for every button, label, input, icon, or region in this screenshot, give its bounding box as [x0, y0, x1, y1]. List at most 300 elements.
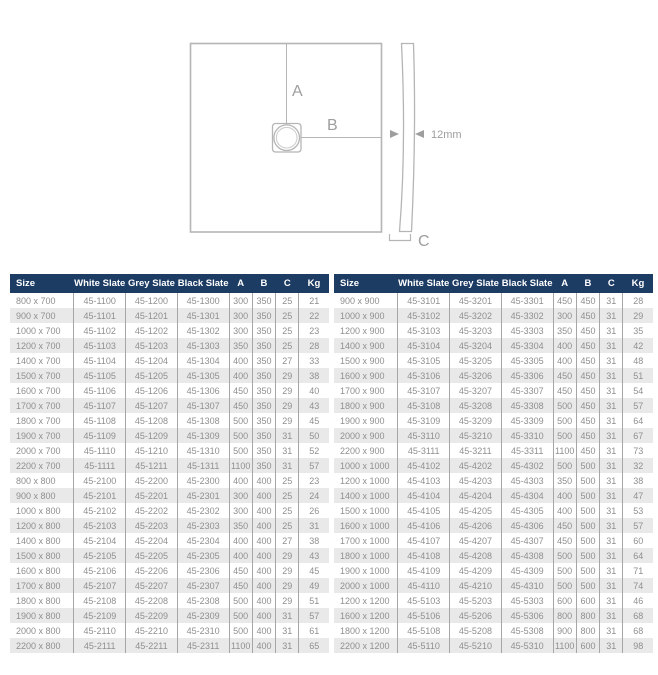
table-cell: 45-3104 [398, 338, 450, 353]
column-header: Grey Slate [450, 274, 502, 293]
table-row [10, 308, 329, 323]
table-cell: 45-1302 [177, 323, 229, 338]
table-cell: 400 [252, 638, 275, 653]
table-cell: 450 [576, 293, 599, 308]
table-cell: 31 [600, 518, 623, 533]
table-cell: 31 [600, 293, 623, 308]
table-cell: 68 [623, 623, 653, 638]
table-cell: 74 [623, 578, 653, 593]
table-cell: 31 [600, 593, 623, 608]
table-cell: 1900 x 700 [10, 428, 74, 443]
table-cell: 45-1204 [126, 353, 178, 368]
table-row [334, 623, 653, 638]
table-cell: 45-5110 [398, 638, 450, 653]
table-cell: 500 [229, 428, 252, 443]
table-cell: 45-4207 [450, 533, 502, 548]
table-cell: 450 [553, 368, 576, 383]
table-row [334, 293, 653, 308]
table-cell: 2200 x 1200 [334, 638, 398, 653]
table-cell: 45-2108 [74, 593, 126, 608]
table-cell: 300 [553, 308, 576, 323]
table-cell: 51 [299, 593, 329, 608]
table-cell: 57 [299, 458, 329, 473]
table-row [334, 443, 653, 458]
column-header: Black Slate [501, 274, 553, 293]
table-cell: 900 x 900 [340, 295, 380, 306]
table-cell: 31 [276, 608, 299, 623]
table-row [334, 548, 653, 563]
table-cell: 47 [623, 488, 653, 503]
table-cell: 45-5310 [501, 638, 553, 653]
table-cell: 2200 x 900 [340, 445, 385, 456]
table-cell: 400 [229, 353, 252, 368]
table-cell: 32 [623, 458, 653, 473]
table-cell: 500 [576, 563, 599, 578]
table-cell: 45-1311 [177, 458, 229, 473]
table-cell: 45-5108 [398, 623, 450, 638]
table-cell: 24 [299, 488, 329, 503]
table-cell: 31 [600, 563, 623, 578]
table-cell: 400 [229, 368, 252, 383]
table-cell: 45-2308 [177, 593, 229, 608]
table-cell: 45-4302 [501, 458, 553, 473]
table-cell: 1800 x 900 [334, 398, 398, 413]
table-cell: 1500 x 800 [10, 548, 74, 563]
table-cell: 27 [276, 353, 299, 368]
table-cell: 45-4306 [501, 518, 553, 533]
dim-label-b: B [327, 117, 338, 134]
table-cell: 450 [576, 368, 599, 383]
table-cell: 45-1101 [74, 308, 126, 323]
table-cell: 31 [600, 533, 623, 548]
column-header: A [229, 274, 252, 293]
table-cell: 600 [576, 638, 599, 653]
table-cell: 45-1110 [74, 443, 126, 458]
table-cell: 45-4107 [398, 533, 450, 548]
table-cell: 45-1306 [177, 383, 229, 398]
table-cell: 450 [229, 578, 252, 593]
table-cell: 23 [299, 473, 329, 488]
table-cell: 71 [623, 563, 653, 578]
table-cell: 350 [553, 473, 576, 488]
table-cell: 31 [600, 488, 623, 503]
table-cell: 500 [553, 578, 576, 593]
table-cell: 35 [623, 323, 653, 338]
table-cell: 45-2102 [74, 503, 126, 518]
table-row [334, 353, 653, 368]
table-cell: 2000 x 800 [16, 625, 61, 636]
column-header: B [252, 274, 275, 293]
table-cell: 500 [576, 473, 599, 488]
table-cell: 67 [623, 428, 653, 443]
table-cell: 45-4102 [398, 458, 450, 473]
table-cell: 45-1200 [126, 293, 178, 308]
table-cell: 2000 x 900 [334, 428, 398, 443]
table-cell: 52 [299, 443, 329, 458]
table-cell: 45-5103 [398, 593, 450, 608]
table-cell: 1900 x 900 [340, 415, 385, 426]
table-cell: 45-2307 [177, 578, 229, 593]
table-cell: 400 [252, 608, 275, 623]
table-cell: 1000 x 1000 [334, 458, 398, 473]
table-cell: 45-1108 [74, 413, 126, 428]
table-cell: 31 [276, 623, 299, 638]
table-cell: 350 [252, 458, 275, 473]
table-cell: 400 [553, 503, 576, 518]
table-cell: 45-1206 [126, 383, 178, 398]
table-cell: 500 [576, 503, 599, 518]
table-cell: 64 [623, 413, 653, 428]
table-cell: 400 [553, 353, 576, 368]
table-cell: 45-4203 [450, 473, 502, 488]
table-row [10, 533, 329, 548]
table-cell: 500 [553, 398, 576, 413]
table-cell: 45-1304 [177, 353, 229, 368]
table-cell: 350 [252, 443, 275, 458]
table-cell: 45-1207 [126, 398, 178, 413]
table-cell: 500 [576, 518, 599, 533]
table-cell: 45-2303 [177, 518, 229, 533]
table-row [334, 563, 653, 578]
table-cell: 500 [576, 488, 599, 503]
table-cell: 500 [576, 533, 599, 548]
table-cell: 450 [576, 443, 599, 458]
table-cell: 1700 x 700 [10, 398, 74, 413]
table-cell: 450 [576, 398, 599, 413]
table-cell: 45-2107 [74, 578, 126, 593]
table-row [10, 563, 329, 578]
column-header: Kg [623, 274, 653, 293]
table-row [334, 398, 653, 413]
table-cell: 45-2109 [74, 608, 126, 623]
table-cell: 22 [299, 308, 329, 323]
column-header: Size [334, 274, 398, 293]
table-cell: 400 [252, 473, 275, 488]
table-cell: 45-4109 [398, 563, 450, 578]
table-cell: 2200 x 700 [10, 458, 74, 473]
table-cell: 45-3307 [501, 383, 553, 398]
table-cell: 29 [623, 308, 653, 323]
table-cell: 45-4210 [450, 578, 502, 593]
table-cell: 45-3206 [450, 368, 502, 383]
table-cell: 45-4108 [398, 548, 450, 563]
table-cell: 45-1209 [126, 428, 178, 443]
table-cell: 1400 x 900 [334, 338, 398, 353]
table-cell: 45-3111 [398, 443, 450, 458]
table-cell: 45-2201 [126, 488, 178, 503]
header-row [10, 274, 329, 293]
table-cell: 25 [276, 293, 299, 308]
table-cell: 45-4309 [501, 563, 553, 578]
table-cell: 45-3302 [501, 308, 553, 323]
table-cell: 400 [252, 503, 275, 518]
table-cell: 450 [229, 563, 252, 578]
column-header: Black Slate [177, 274, 229, 293]
table-row [334, 593, 653, 608]
table-cell: 45-5203 [450, 593, 502, 608]
table-cell: 45-3102 [398, 308, 450, 323]
table-cell: 45-2200 [126, 473, 178, 488]
table-cell: 25 [276, 308, 299, 323]
table-cell: 43 [299, 398, 329, 413]
table-cell: 45-4206 [450, 518, 502, 533]
table-cell: 1800 x 700 [16, 415, 61, 426]
table-cell: 900 x 800 [10, 488, 74, 503]
table-cell: 350 [252, 293, 275, 308]
table-row [334, 338, 653, 353]
table-cell: 450 [553, 383, 576, 398]
table-cell: 350 [252, 368, 275, 383]
table-cell: 45-1300 [177, 293, 229, 308]
table-cell: 45-3204 [450, 338, 502, 353]
table-cell: 40 [299, 383, 329, 398]
table-cell: 45-1105 [74, 368, 126, 383]
table-row [10, 488, 329, 503]
table-cell: 350 [229, 338, 252, 353]
tray-dimension-diagram [0, 0, 658, 270]
table-cell: 43 [299, 548, 329, 563]
table-cell: 45-4307 [501, 533, 553, 548]
table-cell: 45-3101 [398, 293, 450, 308]
dim-bracket-c [390, 234, 411, 241]
table-cell: 45-3301 [501, 293, 553, 308]
table-cell: 31 [276, 458, 299, 473]
table-cell: 45 [299, 413, 329, 428]
table-cell: 1600 x 900 [334, 368, 398, 383]
table-cell: 45-3304 [501, 338, 553, 353]
table-cell: 31 [600, 338, 623, 353]
table-cell: 45-1203 [126, 338, 178, 353]
table-cell: 29 [276, 593, 299, 608]
table-cell: 1700 x 1000 [340, 535, 390, 546]
table-cell: 45-1303 [177, 338, 229, 353]
table-cell: 45-3107 [398, 383, 450, 398]
table-cell: 1200 x 800 [10, 518, 74, 533]
thickness-label: 12mm [431, 129, 462, 141]
table-cell: 25 [276, 503, 299, 518]
table-cell: 450 [229, 383, 252, 398]
table-row [10, 593, 329, 608]
table-cell: 1200 x 1200 [340, 595, 390, 606]
table-cell: 900 [553, 623, 576, 638]
table-cell: 800 [576, 623, 599, 638]
table-cell: 1100 [553, 638, 576, 653]
table-cell: 45-3208 [450, 398, 502, 413]
tray-side-profile [400, 44, 415, 232]
column-header: B [576, 274, 599, 293]
table-cell: 400 [229, 473, 252, 488]
table-cell: 500 [229, 608, 252, 623]
table-cell: 45-2310 [177, 623, 229, 638]
table-cell: 45-5206 [450, 608, 502, 623]
table-cell: 800 [553, 608, 576, 623]
column-header: Size [10, 274, 74, 293]
table-cell: 400 [229, 548, 252, 563]
table-cell: 31 [600, 443, 623, 458]
table-cell: 45-3207 [450, 383, 502, 398]
table-cell: 400 [252, 563, 275, 578]
table-cell: 1600 x 800 [16, 565, 61, 576]
table-cell: 31 [600, 353, 623, 368]
table-cell: 500 [229, 593, 252, 608]
table-cell: 45-5308 [501, 623, 553, 638]
table-cell: 350 [229, 518, 252, 533]
table-cell: 800 [576, 608, 599, 623]
table-cell: 400 [252, 518, 275, 533]
table-cell: 1900 x 1000 [340, 565, 390, 576]
table-cell: 45-3303 [501, 323, 553, 338]
table-cell: 600 [576, 593, 599, 608]
table-cell: 45-1210 [126, 443, 178, 458]
table-cell: 27 [276, 533, 299, 548]
thickness-arrow-right-icon [415, 130, 424, 138]
table-cell: 400 [229, 533, 252, 548]
table-cell: 45-2101 [74, 488, 126, 503]
table-cell: 1600 x 700 [16, 385, 61, 396]
table-row [10, 578, 329, 593]
table-row [10, 383, 329, 398]
table-cell: 2000 x 1000 [334, 578, 398, 593]
table-cell: 400 [252, 578, 275, 593]
table-cell: 45-2211 [126, 638, 178, 653]
table-cell: 500 [576, 548, 599, 563]
table-cell: 25 [276, 323, 299, 338]
table-cell: 31 [276, 428, 299, 443]
table-cell: 28 [299, 338, 329, 353]
table-cell: 350 [252, 323, 275, 338]
table-cell: 33 [299, 353, 329, 368]
table-cell: 500 [229, 413, 252, 428]
dim-label-c: C [418, 233, 430, 250]
table-cell: 28 [623, 293, 653, 308]
table-cell: 45-5106 [398, 608, 450, 623]
table-cell: 45-2210 [126, 623, 178, 638]
table-cell: 300 [229, 488, 252, 503]
table-cell: 350 [252, 428, 275, 443]
spec-tables [10, 274, 654, 653]
table-cell: 42 [623, 338, 653, 353]
table-cell: 500 [553, 548, 576, 563]
table-cell: 45-3310 [501, 428, 553, 443]
table-cell: 1200 x 700 [10, 338, 74, 353]
column-header: A [553, 274, 576, 293]
table-cell: 800 x 800 [16, 475, 56, 486]
table-cell: 31 [600, 473, 623, 488]
table-cell: 1100 [553, 443, 576, 458]
table-cell: 500 [553, 413, 576, 428]
table-cell: 500 [229, 443, 252, 458]
table-cell: 29 [276, 368, 299, 383]
table-row [334, 518, 653, 533]
table-cell: 45-2309 [177, 608, 229, 623]
table-cell: 98 [623, 638, 653, 653]
table-row [334, 473, 653, 488]
table-cell: 1400 x 1000 [334, 488, 398, 503]
table-cell: 400 [252, 548, 275, 563]
column-header: White Slate [398, 274, 450, 293]
table-cell: 45-5306 [501, 608, 553, 623]
table-cell: 1700 x 800 [10, 578, 74, 593]
table-cell: 45-2304 [177, 533, 229, 548]
table-cell: 64 [623, 548, 653, 563]
table-cell: 1800 x 1200 [340, 625, 390, 636]
table-cell: 45-4208 [450, 548, 502, 563]
table-cell: 45-1205 [126, 368, 178, 383]
table-cell: 45-3308 [501, 398, 553, 413]
table-cell: 1600 x 1000 [334, 518, 398, 533]
table-cell: 45-3209 [450, 413, 502, 428]
table-cell: 500 [576, 458, 599, 473]
table-cell: 31 [600, 383, 623, 398]
table-cell: 350 [252, 308, 275, 323]
table-cell: 21 [299, 293, 329, 308]
table-cell: 45-2208 [126, 593, 178, 608]
table-row [334, 608, 653, 623]
table-row [10, 503, 329, 518]
table-cell: 1200 x 1000 [340, 475, 390, 486]
table-cell: 45-4204 [450, 488, 502, 503]
table-row [334, 383, 653, 398]
table-cell: 45-1102 [74, 323, 126, 338]
table-cell: 400 [553, 488, 576, 503]
table-cell: 350 [252, 338, 275, 353]
drain-circle-outer [274, 125, 300, 151]
table-cell: 45-2301 [177, 488, 229, 503]
spec-table-700-800 [10, 274, 329, 653]
table-cell: 300 [229, 293, 252, 308]
table-cell: 31 [600, 548, 623, 563]
table-cell: 600 [553, 593, 576, 608]
table-cell: 25 [276, 338, 299, 353]
thickness-arrow-left-icon [390, 130, 399, 138]
table-cell: 31 [299, 518, 329, 533]
table-cell: 1800 x 1000 [334, 548, 398, 563]
table-cell: 400 [252, 533, 275, 548]
table-cell: 45-1307 [177, 398, 229, 413]
table-cell: 450 [553, 518, 576, 533]
table-row [10, 638, 329, 653]
table-cell: 45-3305 [501, 353, 553, 368]
table-cell: 500 [553, 563, 576, 578]
table-cell: 31 [600, 623, 623, 638]
table-cell: 1400 x 800 [16, 535, 61, 546]
table-cell: 300 [229, 323, 252, 338]
table-cell: 29 [276, 398, 299, 413]
table-cell: 31 [600, 608, 623, 623]
table-cell: 350 [252, 383, 275, 398]
table-cell: 1500 x 700 [10, 368, 74, 383]
table-cell: 350 [252, 398, 275, 413]
table-cell: 45-1104 [74, 353, 126, 368]
table-cell: 51 [623, 368, 653, 383]
table-cell: 45-2311 [177, 638, 229, 653]
table-cell: 29 [276, 578, 299, 593]
table-cell: 1100 [229, 638, 252, 653]
table-row [10, 443, 329, 458]
table-cell: 45-4303 [501, 473, 553, 488]
table-cell: 68 [623, 608, 653, 623]
table-cell: 45-3306 [501, 368, 553, 383]
table-cell: 45-1309 [177, 428, 229, 443]
table-cell: 1700 x 900 [340, 385, 385, 396]
table-cell: 900 x 700 [10, 308, 74, 323]
table-cell: 45-1301 [177, 308, 229, 323]
table-cell: 45-1202 [126, 323, 178, 338]
table-cell: 1800 x 800 [16, 595, 61, 606]
table-cell: 45-4110 [398, 578, 450, 593]
table-row [334, 308, 653, 323]
column-header: White Slate [74, 274, 126, 293]
